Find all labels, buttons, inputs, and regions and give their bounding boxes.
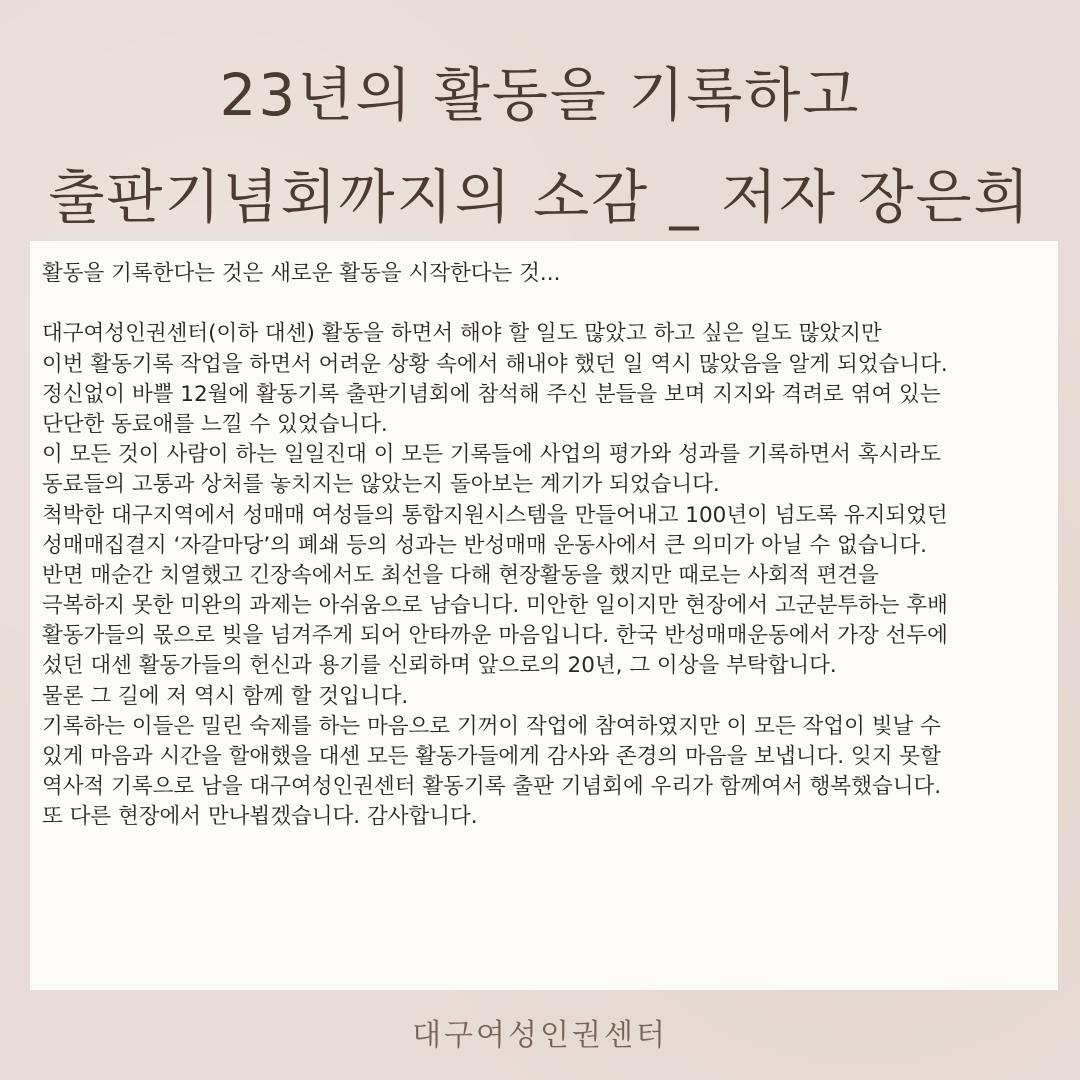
body-line: [42, 289, 1058, 319]
title-line-1: 23년의 활동을 기록하고: [219, 61, 861, 129]
body-line: 물론 그 길에 저 역시 함께 할 것입니다.: [42, 683, 409, 709]
body-line: 동료들의 고통과 상처를 놓치지는 않았는지 돌아보는 계기가 되었습니다.: [42, 472, 720, 498]
body-line: 정신없이 바쁠 12월에 활동기록 출판기념회에 참석해 주신 분들을 보며 지지와 격려로 엮여 있는: [42, 381, 941, 407]
body-line: 극복하지 못한 미완의 과제는 아쉬움으로 남습니다. 미안한 일이지만 현장에서 고군분투하는 후배: [42, 593, 948, 619]
body-line: 기록하는 이들은 밀린 숙제를 하는 마음으로 기꺼이 작업에 참여하였지만 이 모든 작업이 빛날 수: [42, 713, 941, 739]
body-line: 이번 활동기록 작업을 하면서 어려운 상황 속에서 해내야 했던 일 역시 많았음을 알게 되었습니다.: [42, 351, 948, 377]
body-line: 역사적 기록으로 남을 대구여성인권센터 활동기록 출판 기념회에 우리가 함께여서 행복했습니다.: [42, 774, 942, 800]
body-line: 단단한 동료애를 느낄 수 있었습니다.: [42, 411, 388, 437]
body-line: 또 다른 현장에서 만나뵙겠습니다. 감사합니다.: [42, 804, 478, 830]
body-line: 대구여성인권센터(이하 대센) 활동을 하면서 해야 할 일도 많았고 하고 싶은 일도 많았지만: [42, 321, 882, 347]
body-line: 있게 마음과 시간을 할애했을 대센 모든 활동가들에게 감사와 존경의 마음을 보냅니다. 잊지 못할: [42, 744, 941, 769]
body-line: 활동을 기록한다는 것은 새로운 활동을 시작한다는 것...: [42, 261, 561, 286]
body-line: 섰던 대센 활동가들의 헌신과 용기를 신뢰하며 앞으로의 20년, 그 이상을 부탁합니다.: [42, 653, 837, 679]
title-line-2: 출판기념회까지의 소감 _ 저자 장은희: [48, 163, 1032, 231]
organization-name: 대구여성인권센터: [412, 1018, 668, 1053]
body-line: 성매매집결지 ‘자갈마당’의 폐쇄 등의 성과는 반성매매 운동사에서 큰 의미가 아닐 수 없습니다.: [42, 532, 927, 558]
body-line: 이 모든 것이 사람이 하는 일일진대 이 모든 기록들에 사업의 평가와 성과를 기록하면서 혹시라도: [42, 442, 941, 468]
body-line: 반면 매순간 치열했고 긴장속에서도 최선을 다해 현장활동을 했지만 때로는 사회적 편견을: [42, 562, 879, 588]
body-text: [42, 259, 1058, 833]
text-card: [30, 241, 1058, 990]
body-line: 척박한 대구지역에서 성매매 여성들의 통합지원시스템을 만들어내고 100년이 넘도록 유지되었던: [42, 502, 948, 528]
body-line: 활동가들의 몫으로 빚을 넘겨주게 되어 안타까운 마음입니다. 한국 반성매매운동에서 가장 선두에: [42, 623, 948, 649]
